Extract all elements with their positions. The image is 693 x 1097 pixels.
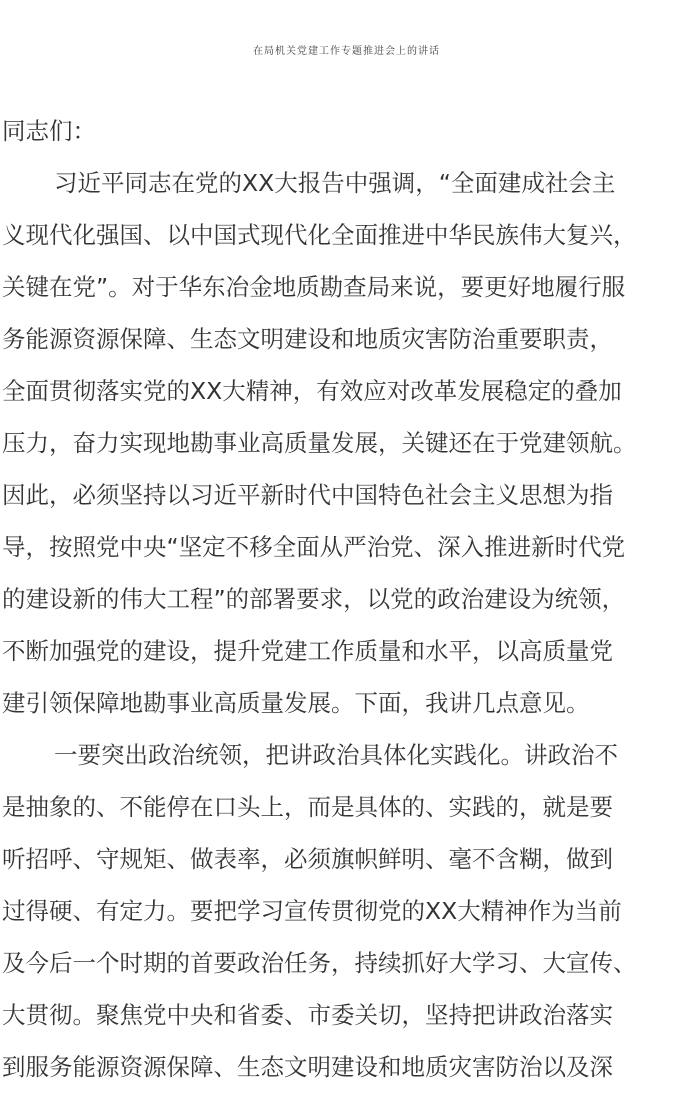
document-title: 在局机关党建工作专题推进会上的讲话 [253,46,440,57]
paragraph-line: 建引领保障地勘事业高质量发展。下面，我讲几点意见。 [2,689,590,717]
paragraph-line: 一要突出政治统领，把讲政治具体化实践化。讲政治不 [54,741,618,769]
paragraph-line: 关键在党”。对于华东冶金地质勘查局来说，要更好地履行服 [2,273,626,301]
paragraph-line: 及今后一个时期的首要政治任务，持续抓好大学习、大宣传、 [2,949,637,977]
paragraph-line: 听招呼、守规矩、做表率，必须旗帜鲜明、毫不含糊，做到 [2,845,613,873]
paragraph-line: 大贯彻。聚焦党中央和省委、市委关切，坚持把讲政治落实 [2,1001,613,1029]
paragraph-line: 不断加强党的建设，提升党建工作质量和水平，以高质量党 [2,637,613,665]
paragraph-line: 是抽象的、不能停在口头上，而是具体的、实践的，就是要 [2,793,613,821]
salutation: 同志们： [2,117,96,145]
paragraph-line: 全面贯彻落实党的XX大精神，有效应对改革发展稳定的叠加 [2,377,622,405]
paragraph-line: 习近平同志在党的XX大报告中强调，“全面建成社会主 [54,169,616,197]
paragraph-line: 过得硬、有定力。要把学习宣传贯彻党的XX大精神作为当前 [2,897,622,925]
paragraph-line: 因此，必须坚持以习近平新时代中国特色社会主义思想为指 [2,481,613,509]
paragraph-line: 的建设新的伟大工程”的部署要求，以党的政治建设为统领， [2,585,626,613]
paragraph-line: 压力，奋力实现地勘事业高质量发展，关键还在于党建领航。 [2,429,637,457]
paragraph-line: 务能源资源保障、生态文明建设和地质灾害防治重要职责， [2,325,613,353]
paragraph-line: 导，按照党中央“坚定不移全面从严治党、深入推进新时代党 [2,533,626,561]
paragraph-line: 到服务能源资源保障、生态文明建设和地质灾害防治以及深 [2,1053,613,1081]
paragraph-line: 义现代化强国、以中国式现代化全面推进中华民族伟大复兴， [2,221,637,249]
